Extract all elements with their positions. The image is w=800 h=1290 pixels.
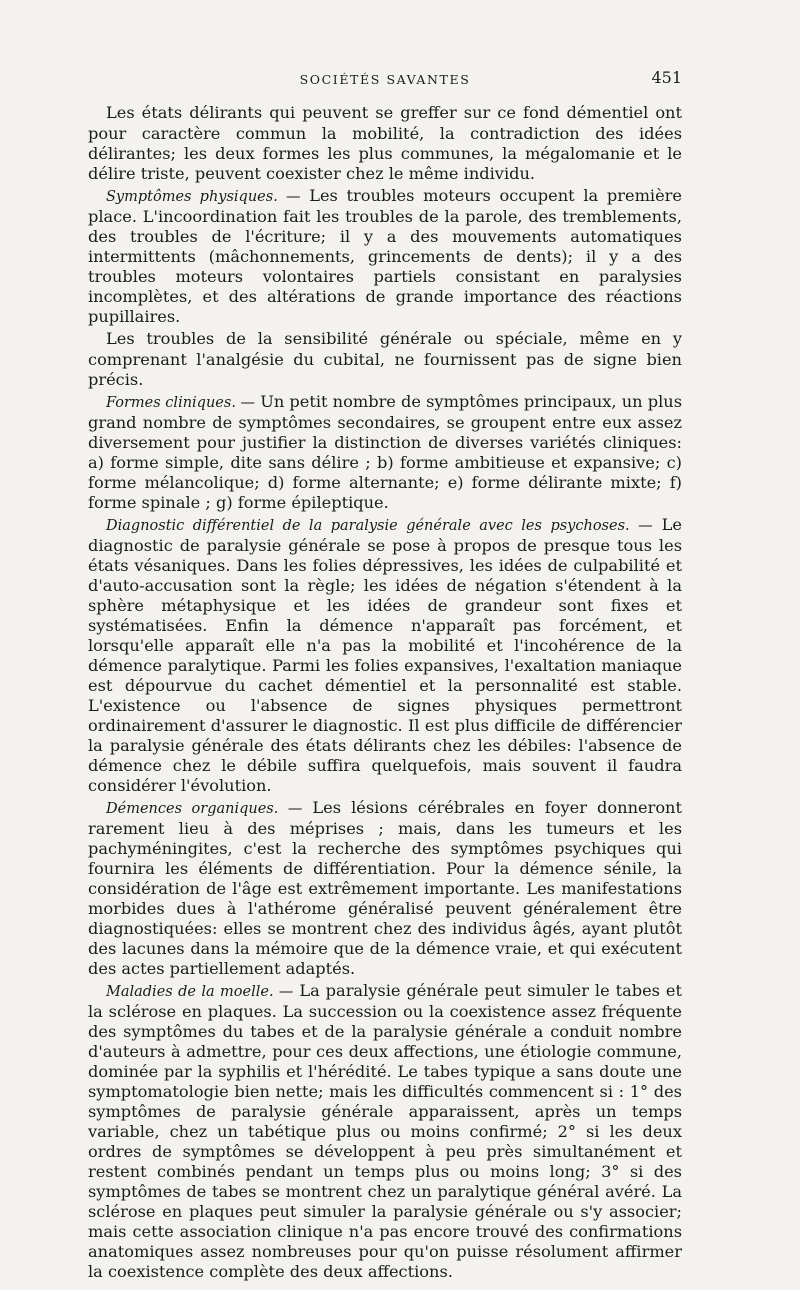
paragraph-lead: Maladies de la moelle. — bbox=[106, 984, 294, 1000]
paragraph-clinical-forms bbox=[88, 392, 682, 513]
paragraph-physical-symptoms bbox=[88, 186, 682, 327]
paragraph-organic-dementias bbox=[88, 798, 682, 979]
body-text bbox=[88, 103, 682, 1284]
paragraph-differential-diagnosis bbox=[88, 515, 682, 796]
paragraph-text: La paralysie générale peut simuler le tabes et la sclérose en plaques. La succession ou la coexistence assez fréquente des symptômes du tabes et de la paralysie générale a conduit nombre d'auteurs à admettre, pour ces deux affections, une étiologie commune, dominée par la syphilis et l'hérédité. Le tabes typique a sans doute une symptomatologie bien nette; mais les difficultés commencent si : 1° des symptômes de paralysie générale apparaissent, après un temps variable, chez un tabétique plus ou moins confirmé; 2° si les deux ordres de symptômes se développent à peu près simultanément et restent combinés pendant un temps plus ou moins long; 3° si des symptômes de tabes se montrent chez un paralytique général avéré. La sclérose en plaques peut simuler la paralysie générale ou s'y associer; mais cette association clinique n'a pas encore trouvé des confirmations anatomiques assez nombreuses pour qu'on puisse résolument affirmer la coexistence complète des deux affections. bbox=[88, 981, 682, 1281]
paragraph-text: Les lésions cérébrales en foyer donneront rarement lieu à des méprises ; mais, dans les tumeurs et les pachyméningites, c'est la recherche des symptômes psychiques qui fournira les éléments de différentiation. Pour la démence sénile, la considération de l'âge est extrêmement importante. Les manifestations morbides dues à l'athérome généralisé peuvent généralement être diagnostiquées: elles se montrent chez des individus âgés, ayant plutôt des lacunes dans la mémoire que de la démence vraie, et qui exécutent des actes partiellement adaptés. bbox=[88, 798, 682, 978]
paragraph-text: Les troubles de la sensibilité générale ou spéciale, même en y comprenant l'analgésie du cubital, ne fournissent pas de signe bien précis. bbox=[88, 329, 682, 389]
paragraph-lead: Diagnostic différentiel de la paralysie générale avec les psychoses. — bbox=[106, 518, 653, 534]
paragraph-text: Un petit nombre de symptômes principaux, un plus grand nombre de symptômes secondaires, se groupent entre eux assez diversement pour justifier la distinction de diverses variétés cliniques: a) forme simple, dite sans délire ; b) forme ambitieuse et expansive; c) forme mélancolique; d) forme alternante; e) forme délirante mixte; f) forme spinale ; g) forme épileptique. bbox=[88, 392, 682, 512]
paragraph-text: Les troubles moteurs occupent la première place. L'incoordination fait les troubles de la parole, des tremblements, des troubles de l'écriture; il y a des mouvements automatiques intermittents (mâchonnements, grincements de dents); il y a des troubles moteurs volontaires partiels consistant en paralysies incomplètes, et des altérations de grande importance des réactions pupillaires. bbox=[88, 186, 682, 326]
paragraph-lead: Formes cliniques. — bbox=[106, 395, 256, 411]
paragraph-text: Le diagnostic de paralysie générale se pose à propos de presque tous les états vésaniques. Dans les folies dépressives, les idées de culpabilité et d'auto-accusation sont la règle; les idées de négation s'étendent à la sphère métaphysique et les idées de grandeur sont fixes et systématisées. Enfin la démence n'apparaît pas forcément, et lorsqu'elle apparaît elle n'a pas la mobilité et l'incohérence de la démence paralytique. Parmi les folies expansives, l'exaltation maniaque est dépourvue du cachet démentiel et la personnalité est stable. L'existence ou l'absence de signes physiques permettront ordinairement d'assurer le diagnostic. Il est plus difficile de différencier la paralysie générale des états délirants chez les débiles: l'absence de démence chez le débile suffira quelquefois, mais souvent il faudra considérer l'évolution. bbox=[88, 515, 682, 795]
paragraph-spinal-diseases bbox=[88, 981, 682, 1282]
paragraph-lead: Démences organiques. — bbox=[106, 801, 303, 817]
running-head: SOCIÉTÉS SAVANTES bbox=[299, 72, 471, 87]
paragraph-sensibility bbox=[88, 329, 682, 390]
page-number: 451 bbox=[651, 68, 682, 87]
page-header bbox=[88, 68, 682, 92]
paragraph-delirious-states bbox=[88, 103, 682, 184]
paragraph-text: Les états délirants qui peuvent se greffer sur ce fond démentiel ont pour caractère commun la mobilité, la contradiction des idées délirantes; les deux formes les plus communes, la mégalomanie et le délire triste, peuvent coexister chez le même individu. bbox=[88, 103, 682, 183]
paragraph-lead: Symptômes physiques. — bbox=[106, 189, 301, 205]
